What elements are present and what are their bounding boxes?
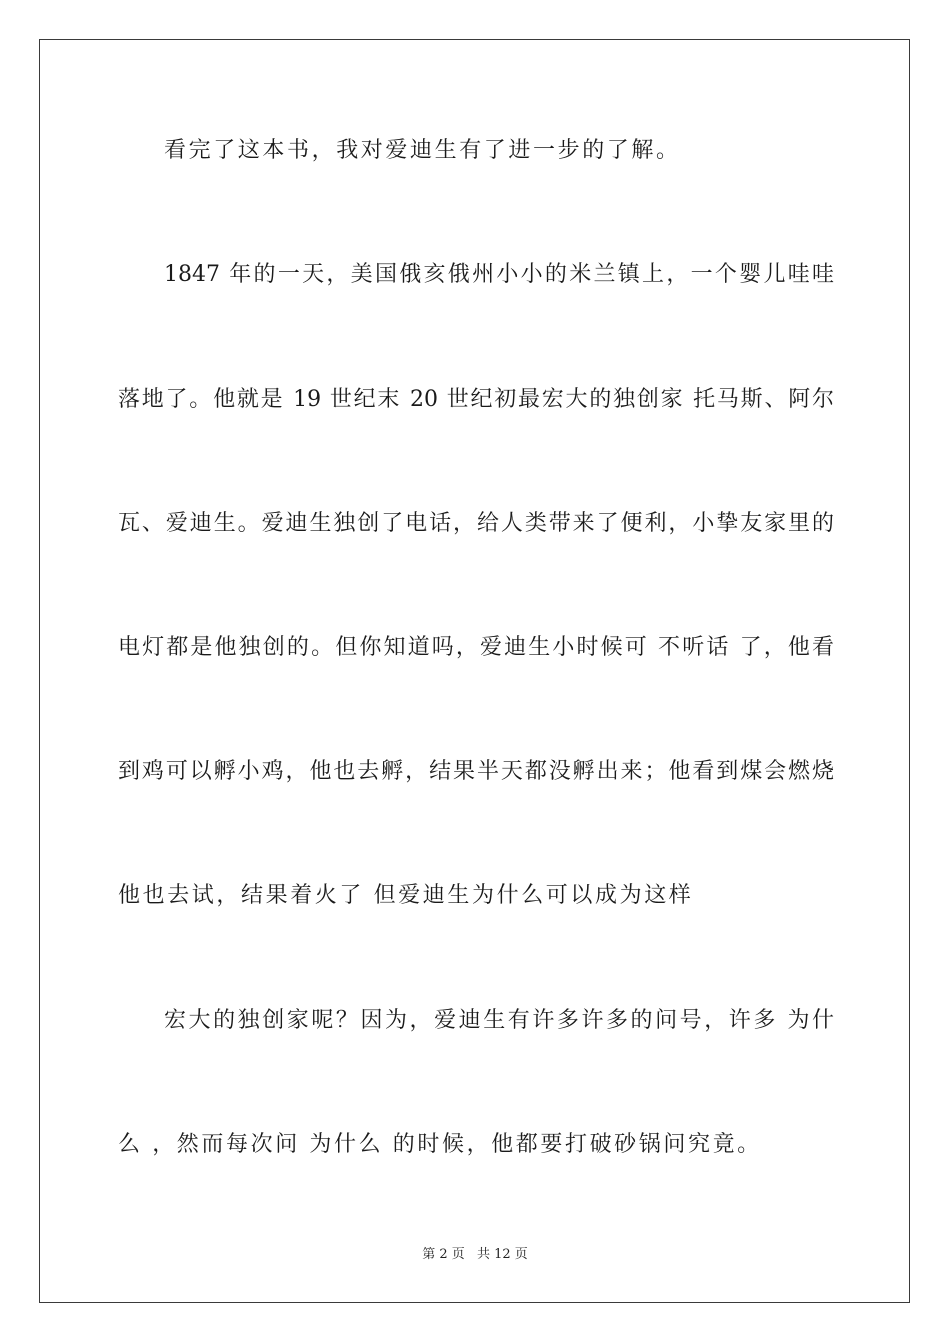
paragraph-line: 落地了。他就是 19 世纪末 20 世纪初最宏大的独创家 托马斯、阿尔 [118,387,834,412]
paragraph-line: 到鸡可以孵小鸡，他也去孵，结果半天都没孵出来；他看到煤会燃烧 [118,759,834,784]
page-total: 共 12 页 [476,1247,528,1262]
paragraph-line: 么 ，然而每次问 为什么 的时候，他都要打破砂锅问究竟。 [118,1132,762,1157]
page-number: 第 2 页 [422,1247,465,1262]
paragraph-line: 看完了这本书，我对爱迪生有了进一步的了解。 [164,138,681,163]
paragraph-line: 他也去试，结果着火了 但爱迪生为什么可以成为这样 [118,883,694,908]
paragraph-line: 宏大的独创家呢？因为，爱迪生有许多许多的问号，许多 为什 [164,1008,834,1033]
page-border [39,39,910,1303]
paragraph-line: 电灯都是他独创的。但你知道吗，爱迪生小时候可 不听话 了，他看 [118,635,834,660]
paragraph-line: 瓦、爱迪生。爱迪生独创了电话，给人类带来了便利，小挚友家里的 [118,511,834,536]
page-footer [0,1247,950,1263]
paragraph-line: 1847 年的一天，美国俄亥俄州小小的米兰镇上，一个婴儿哇哇 [164,262,834,287]
